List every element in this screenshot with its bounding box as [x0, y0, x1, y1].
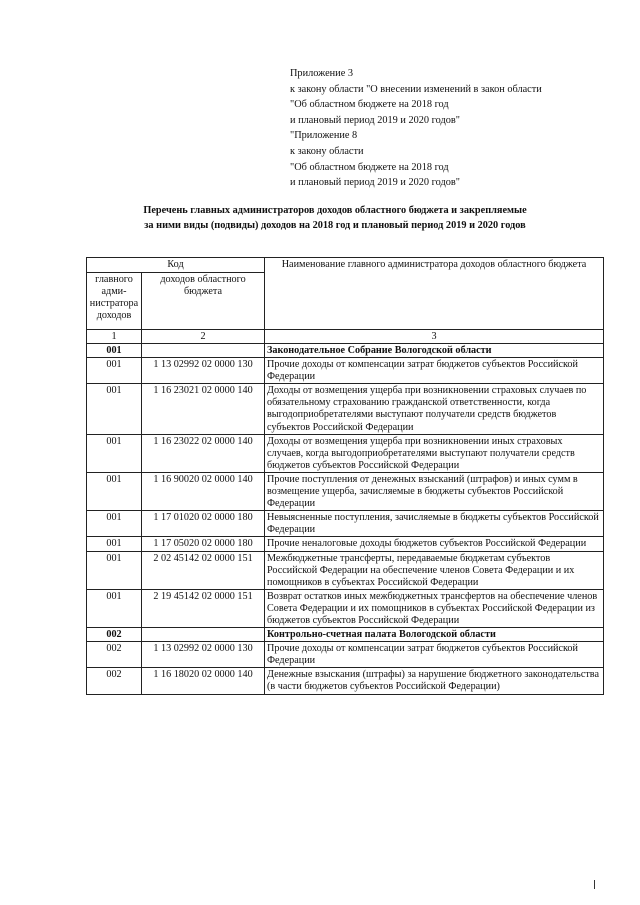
admin-code: 001 [87, 589, 142, 627]
table-row [87, 384, 604, 434]
income-code: 2 19 45142 02 0000 151 [142, 589, 265, 627]
income-name: Денежные взыскания (штрафы) за нарушение бюджетного законодательства (в части бюджетов субъектов Российской Федерации) [265, 668, 604, 694]
income-name: Прочие неналоговые доходы бюджетов субъектов Российской Федерации [265, 537, 604, 551]
annex-line: Приложение 3 [290, 68, 353, 79]
annex-line: и плановый период 2019 и 2020 годов" [290, 177, 460, 189]
income-name: Законодательное Собрание Вологодской области [265, 344, 604, 358]
column-number: 2 [142, 330, 265, 344]
annex-line: "Об областном бюджете на 2018 год [290, 99, 449, 111]
table-row [87, 589, 604, 627]
table-row [87, 511, 604, 537]
admin-code: 002 [87, 628, 142, 642]
table-row [87, 358, 604, 384]
annex-line: и плановый период 2019 и 2020 годов" [290, 114, 460, 126]
table-row [87, 628, 604, 642]
admin-code: 002 [87, 668, 142, 694]
income-name: Невыясненные поступления, зачисляемые в бюджеты субъектов Российской Федерации [265, 511, 604, 537]
income-code: 1 13 02992 02 0000 130 [142, 642, 265, 668]
header-admin: главного адми-нистратора доходов [87, 273, 142, 330]
table-row [87, 434, 604, 472]
revenue-administrators-table [86, 257, 604, 695]
income-name: Прочие доходы от компенсации затрат бюджетов субъектов Российской Федерации [265, 642, 604, 668]
admin-code: 001 [87, 472, 142, 510]
income-code: 1 16 90020 02 0000 140 [142, 472, 265, 510]
table-row [87, 537, 604, 551]
admin-code: 002 [87, 642, 142, 668]
income-code: 1 17 01020 02 0000 180 [142, 511, 265, 537]
income-name: Доходы от возмещения ущерба при возникновении страховых случаев по обязательному страхованию гражданской ответственности, когда выгодоприобретателями выступают получатели средств бюджетов субъектов Российской Федерации [265, 384, 604, 434]
table-row [87, 642, 604, 668]
column-number: 1 [87, 330, 142, 344]
income-code: 2 02 45142 02 0000 151 [142, 551, 265, 589]
table-row [87, 472, 604, 510]
admin-code: 001 [87, 551, 142, 589]
annex-header [290, 66, 620, 191]
income-code [142, 344, 265, 358]
admin-code: 001 [87, 358, 142, 384]
table-row [87, 344, 604, 358]
header-income: доходов областного бюджета [142, 273, 265, 330]
income-code [142, 628, 265, 642]
income-name: Возврат остатков иных межбюджетных трансфертов на обеспечение членов Совета Федерации и их помощников в субъектах Российской Федерации из бюджетов субъектов Российской Федерации [265, 589, 604, 627]
income-name: Контрольно-счетная палата Вологодской области [265, 628, 604, 642]
income-name: Прочие доходы от компенсации затрат бюджетов субъектов Российской Федерации [265, 358, 604, 384]
column-number: 3 [265, 330, 604, 344]
document-title [70, 203, 600, 233]
income-code: 1 16 18020 02 0000 140 [142, 668, 265, 694]
annex-line: к закону области [290, 145, 364, 157]
income-name: Прочие поступления от денежных взысканий (штрафов) и иных сумм в возмещение ущерба, зачисляемые в бюджеты субъектов Российской Федерации [265, 472, 604, 510]
income-name: Межбюджетные трансферты, передаваемые бюджетам субъектов Российской Федерации на обеспечение членов Совета Федерации и их помощников в субъектах Российской Федерации [265, 551, 604, 589]
header-code: Код [87, 258, 265, 273]
annex-line: "Об областном бюджете на 2018 год [290, 161, 449, 173]
table-row [87, 668, 604, 694]
table-row [87, 551, 604, 589]
header-row [87, 258, 604, 273]
income-code: 1 16 23022 02 0000 140 [142, 434, 265, 472]
admin-code: 001 [87, 537, 142, 551]
annex-line: "Приложение 8 [290, 130, 358, 142]
admin-code: 001 [87, 511, 142, 537]
title-line: Перечень главных администраторов доходов областного бюджета и закрепляемые [143, 205, 527, 216]
annex-line: к закону области "О внесении изменений в закон области [290, 83, 542, 95]
admin-code: 001 [87, 434, 142, 472]
income-code: 1 16 23021 02 0000 140 [142, 384, 265, 434]
column-number-row [87, 330, 604, 344]
income-code: 1 17 05020 02 0000 180 [142, 537, 265, 551]
header-name: Наименование главного администратора доходов областного бюджета [265, 258, 604, 330]
admin-code: 001 [87, 344, 142, 358]
income-code: 1 13 02992 02 0000 130 [142, 358, 265, 384]
scan-mark [594, 880, 595, 889]
admin-code: 001 [87, 384, 142, 434]
title-line: за ними виды (подвиды) доходов на 2018 год и плановый период 2019 и 2020 годов [144, 220, 526, 231]
income-name: Доходы от возмещения ущерба при возникновении иных страховых случаев, когда выгодоприобретателями выступают получатели средств бюджетов субъектов Российской Федерации [265, 434, 604, 472]
